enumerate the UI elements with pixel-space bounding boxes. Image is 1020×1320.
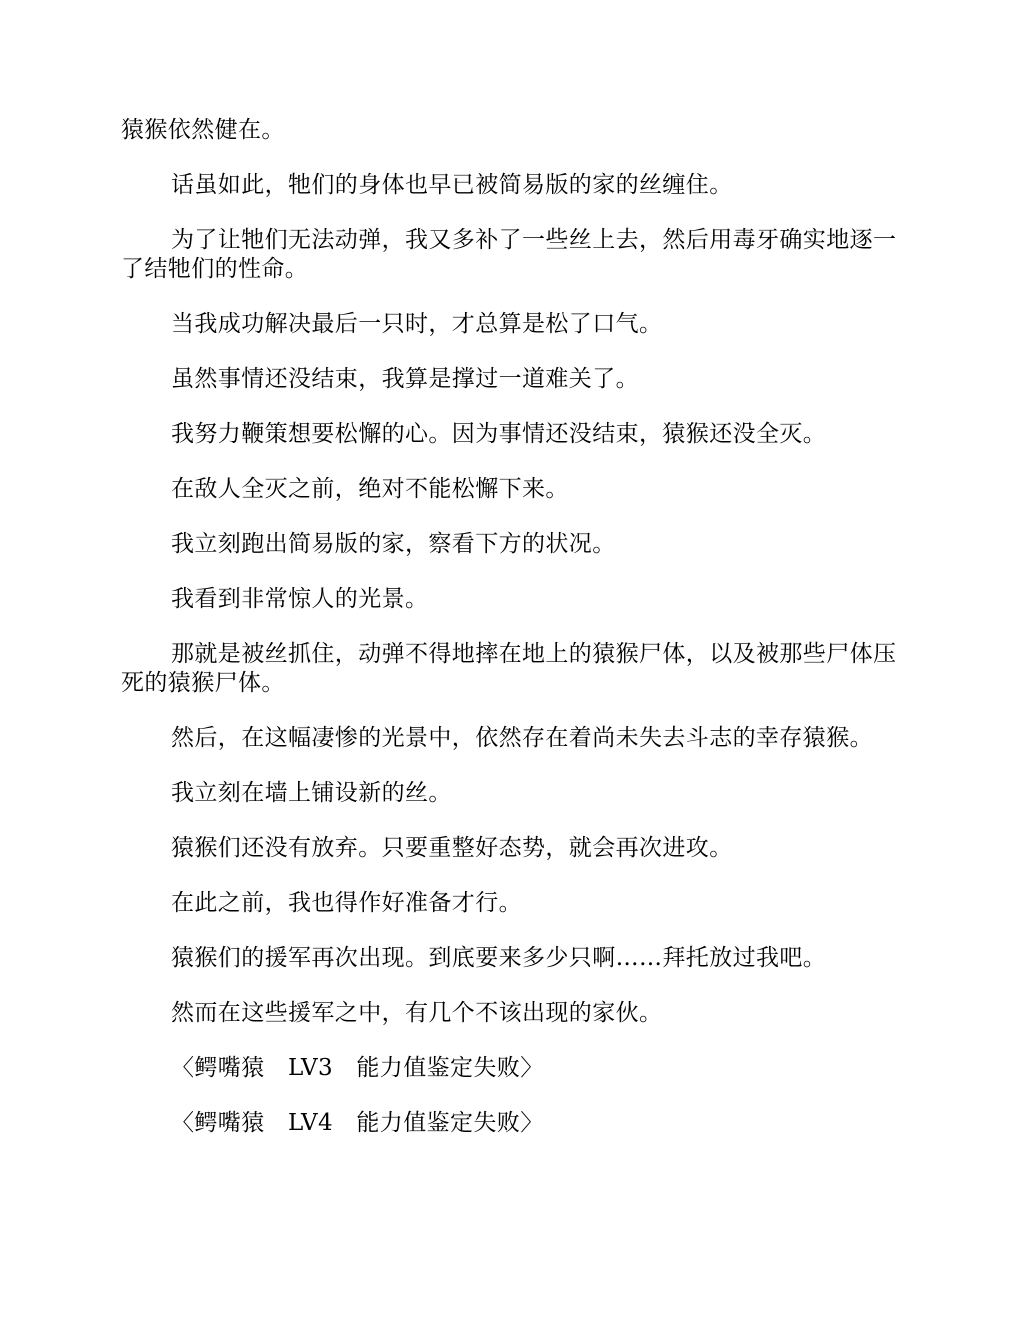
paragraph: 猿猴依然健在。: [121, 117, 285, 143]
paragraph: 话虽如此，牠们的身体也早已被简易版的家的丝缠住。: [171, 172, 733, 198]
paragraph: 然后，在这幅凄惨的光景中，依然存在着尚未失去斗志的幸存猿猴。: [171, 725, 873, 751]
status-message: 〈鳄嘴猿 LV3 能力值鉴定失败〉: [171, 1055, 544, 1081]
paragraph: 在此之前，我也得作好准备才行。: [171, 890, 522, 916]
paragraph: 猿猴们还没有放弃。只要重整好态势，就会再次进攻。: [171, 835, 733, 861]
paragraph: 我立刻跑出简易版的家，察看下方的状况。: [171, 531, 616, 557]
paragraph: 然而在这些援军之中，有几个不该出现的家伙。: [171, 1000, 663, 1026]
paragraph: 那就是被丝抓住，动弹不得地摔在地上的猿猴尸体，以及被那些尸体压死的猿猴尸体。: [121, 641, 897, 696]
paragraph: 猿猴们的援军再次出现。到底要来多少只啊……拜托放过我吧。: [171, 945, 827, 971]
body-text: [121, 116, 901, 1164]
paragraph: 我立刻在墙上铺设新的丝。: [171, 780, 452, 806]
paragraph: 虽然事情还没结束，我算是撑过一道难关了。: [171, 366, 639, 392]
status-message: 〈鳄嘴猿 LV4 能力值鉴定失败〉: [171, 1110, 544, 1136]
paragraph: 当我成功解决最后一只时，才总算是松了口气。: [171, 311, 663, 337]
paragraph: 我看到非常惊人的光景。: [171, 586, 429, 612]
paragraph: 我努力鞭策想要松懈的心。因为事情还没结束，猿猴还没全灭。: [171, 421, 827, 447]
paragraph: 为了让牠们无法动弹，我又多补了一些丝上去，然后用毒牙确实地逐一了结牠们的性命。: [121, 227, 897, 282]
paragraph: 在敌人全灭之前，绝对不能松懈下来。: [171, 476, 569, 502]
